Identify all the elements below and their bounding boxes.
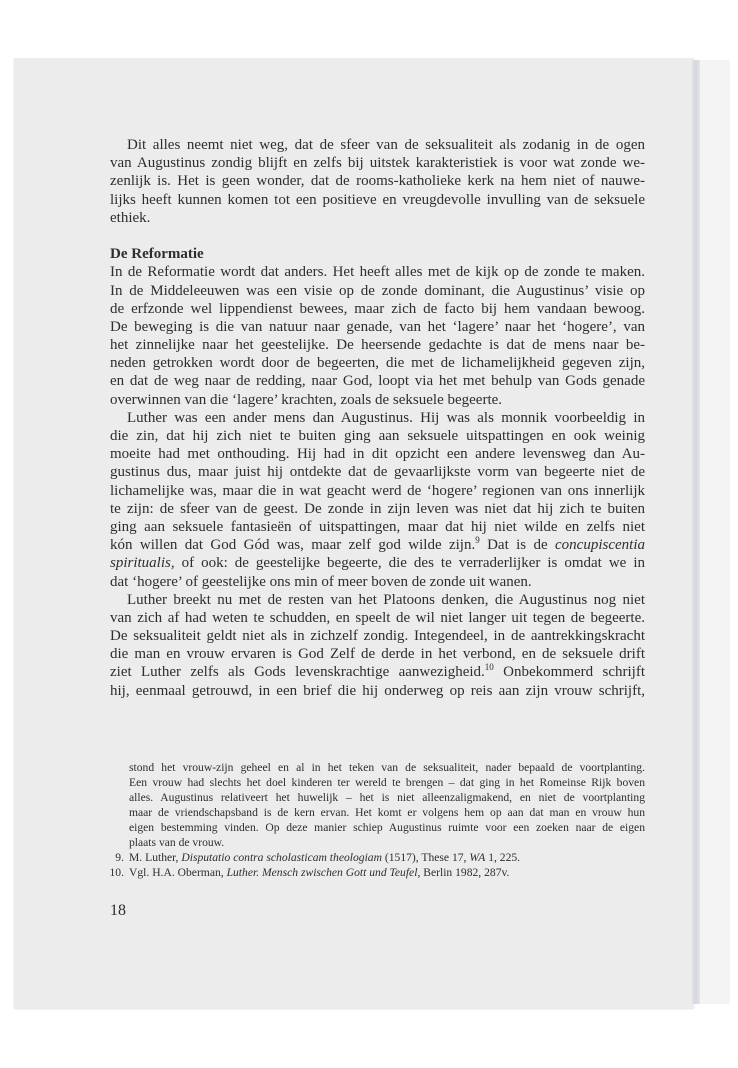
footnotes — [108, 760, 645, 880]
text-span: M. Luther, — [129, 851, 182, 864]
text-line — [110, 591, 645, 609]
text-line — [110, 282, 645, 300]
text-span: lijks heeft kunnen komen tot een positieve en vreugdevolle invulling van de seksuele — [110, 191, 645, 208]
text-span: In de Reformatie wordt dat anders. Het heeft alles met de kijk op de zonde te maken. — [110, 264, 645, 281]
footnote — [108, 760, 645, 850]
text-line — [129, 775, 645, 790]
text-line — [110, 682, 645, 700]
text-line — [110, 518, 645, 536]
italic-text: spiritualis — [110, 555, 171, 572]
text-span: dat ‘hogere’ of geestelijke ons min of meer boven de zonde uit wanen. — [110, 573, 532, 590]
page-number: 18 — [110, 902, 126, 919]
text-line — [129, 760, 645, 775]
paragraph — [110, 136, 645, 227]
text-span: Vgl. H.A. Oberman, — [129, 866, 227, 879]
text-span: Luther was een ander mens dan Augustinus. Hij was als monnik voorbeeldig in — [127, 409, 645, 426]
text-line — [110, 536, 645, 554]
text-line — [110, 372, 645, 390]
text-line — [110, 500, 645, 518]
footnote — [108, 865, 645, 880]
text-line — [110, 645, 645, 663]
text-line — [110, 209, 645, 227]
text-line — [129, 865, 645, 880]
text-span: ging aan seksuele fantasieën of uitspattingen, maar dat hij niet wilde en zelfs niet — [110, 518, 645, 535]
text-span: Een vrouw had slechts het doel kinderen ter wereld te brengen – dat ging in het Romeinse Rijk boven — [129, 776, 645, 789]
text-span: het zinnelijke naar het geestelijke. De heersende gedachte is dat de mens naar be- — [110, 337, 645, 354]
text-span: overwinnen van die ‘lagere’ krachten, zoals de seksuele begeerte. — [110, 391, 503, 408]
text-span: Luther breekt nu met de resten van het Platoons denken, die Augustinus nog niet — [127, 591, 645, 608]
text-span: , of ook: de geestelijke begeerte, die des te verraderlijker is omdat we in — [170, 555, 645, 572]
text-line — [110, 391, 645, 409]
text-span: gustinus dus, maar juist hij ontdekte dat de gevaarlijkste vorm van begeerte niet de — [110, 464, 645, 481]
text-span: die zin, dat hij zich niet te buiten ging aan seksuele uitspattingen en ook weinig — [110, 428, 645, 444]
text-line — [129, 835, 645, 850]
text-span: 1, 225. — [485, 851, 521, 864]
book-spine-shadow — [692, 60, 700, 1004]
text-span: Dat is de — [479, 537, 556, 554]
text-line — [110, 609, 645, 627]
text-line — [110, 482, 645, 500]
text-line — [110, 136, 645, 154]
text-line — [110, 354, 645, 372]
text-line — [129, 850, 645, 865]
text-line — [110, 191, 645, 209]
text-line — [110, 300, 645, 318]
text-span: Dit alles neemt niet weg, dat de sfeer van de seksualiteit als zodanig in de ogen — [127, 137, 645, 153]
text-span: ethiek. — [110, 209, 151, 226]
section-heading: De Reformatie — [110, 246, 204, 263]
text-span: De beweging is die van natuur naar genade, van het ‘lagere’ naar het ‘hogere’, van — [110, 318, 645, 335]
page-edge — [700, 60, 730, 1004]
paragraph-gap — [110, 227, 645, 245]
text-span: Onbekommerd schrijft — [493, 664, 645, 681]
text-line — [110, 154, 645, 172]
text-line — [110, 463, 645, 481]
text-span: de erfzonde wel lippendienst bewees, maar zich de facto bij hem vandaan bewoog. — [110, 300, 645, 317]
text-line — [110, 318, 645, 336]
text-span: en dat de weg naar de redding, naar God, loopt via het met behulp van Gods genade — [110, 373, 645, 390]
text-span: alles. Augustinus relativeert het huwelijk – het is niet alleenzaligmakend, en niet de voortplanting — [129, 791, 645, 804]
text-span: (1517), These 17, — [381, 851, 470, 864]
text-span: hij, eenmaal getrouwd, in een brief die hij onderweg op reis aan zijn vrouw schrijft, — [110, 682, 645, 699]
paragraph — [110, 263, 645, 409]
text-line — [110, 573, 645, 591]
italic-text: WA — [469, 851, 486, 864]
text-line — [110, 554, 645, 572]
text-line — [129, 805, 645, 820]
text-line — [110, 336, 645, 354]
text-line — [110, 263, 645, 281]
footnote-reference[interactable]: 10 — [484, 662, 494, 673]
text-span: , Berlin 1982, 287v. — [417, 866, 510, 879]
italic-text: concupiscentia — [555, 537, 645, 554]
text-line — [110, 445, 645, 463]
body-text — [110, 136, 645, 700]
paragraph — [110, 591, 645, 700]
text-span: De seksualiteit geldt niet als in zichzelf zondig. Integendeel, in de aantrekkingskracht — [110, 628, 645, 645]
paragraph — [110, 409, 645, 591]
text-line — [110, 627, 645, 645]
text-line — [110, 427, 645, 445]
text-span: In de Middeleeuwen was een visie op de zonde dominant, die Augustinus’ visie op — [110, 282, 645, 299]
text-span: moeite had met onthouding. Hij had in dit opzicht een andere levensweg dan Au- — [110, 446, 645, 463]
text-span: van Augustinus zondig blijft en zelfs bij uitstek karakteristiek is voor wat zonde we- — [110, 155, 645, 172]
text-line — [129, 820, 645, 835]
footnote-reference[interactable]: 9 — [475, 535, 480, 546]
text-line — [110, 409, 645, 427]
text-span: kón willen dat God Gód was, maar zelf god wilde zijn. — [110, 537, 476, 554]
text-span: ziet Luther zelfs als Gods levenskrachtige aanwezigheid. — [110, 664, 485, 681]
footnote-number: 9. — [115, 851, 124, 864]
text-line — [110, 172, 645, 190]
text-span: te zijn: de sfeer van de geest. De zonde in zijn leven was niet dat hij zich te buiten — [110, 500, 645, 517]
text-span: eigen bestemming vinden. Op deze manier schiep Augustinus ruimte voor een zoeken naar de eigen — [129, 821, 645, 834]
italic-text: Disputatio contra scholasticam theologiam — [181, 851, 382, 864]
text-span: neden getrokken wordt door de begeerten, die met de lichamelijkheid gegeven zijn, — [110, 355, 645, 372]
italic-text: Luther. Mensch zwischen Gott und Teufel — [226, 866, 418, 879]
text-span: maar de vriendschapsband is de kern ervan. Het komt er volgens hem op aan dat man en vrouw hun — [129, 806, 645, 819]
text-span: zenlijk is. Het is geen wonder, dat de rooms-katholieke kerk na hem niet of nauwe- — [110, 173, 645, 190]
text-span: die man en vrouw ervaren is God Zelf de derde in het verbond, en de seksuele drift — [110, 646, 645, 663]
text-span: lichamelijke was, maar die in wat geacht werd de ‘hogere’ regionen van ons innerlijk — [110, 482, 645, 499]
text-span: plaats van de vrouw. — [129, 836, 225, 849]
text-span: stond het vrouw-zijn geheel en al in het teken van de seksualiteit, nader bepaald de voortplanting. — [129, 761, 645, 774]
text-line — [110, 663, 645, 681]
footnote-number: 10. — [109, 866, 124, 879]
footnote — [108, 850, 645, 865]
text-span: van zich af had weten te schudden, en speelt de wil niet langer uit tegen de begeerte. — [110, 609, 645, 626]
text-line — [129, 790, 645, 805]
